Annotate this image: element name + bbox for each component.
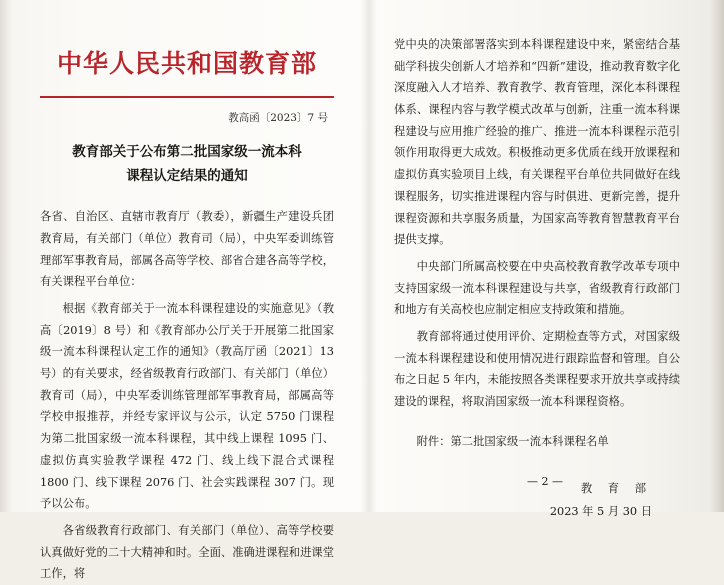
body-paragraph: 根据《教育部关于一流本科课程建设的实施意见》（教高〔2019〕8 号）和《教育部办公厅关于开展第二批国家级一流本科课程认定工作的通知》（教高厅函〔2021〕13 号）的有关要求，经省级教育行政部门、有关部门（单位）教育司（局），中央军委训练管理部军事教育局，部属高等学校申报推荐，并经专家评议与公示，认定 5750 门课程为第二批国家级一流本科课程，其中线上课程 1095 门、虚拟仿真实验教学课程 472 门、线上线下混合式课程 1800 门、线下课程 2076 门、社会实践课程 307 门。现予以公布。: [40, 302, 334, 511]
masthead-rule: [40, 96, 334, 98]
document-number: 教高函〔2023〕7 号: [228, 112, 328, 124]
page-title: [40, 141, 334, 188]
page-title-line-1: 教育部关于公布第二批国家级一流本科: [72, 144, 302, 160]
body-paragraph: 各省级教育行政部门、有关部门（单位）、高等学校要认真做好党的二十大精神和时。全面、准确进课程和进课堂工作，将: [40, 523, 334, 581]
page-title-line-2: 课程认定结果的通知: [126, 167, 248, 184]
right-page-column: [366, 0, 724, 518]
body-paragraph: 教育部将通过使用评价、定期检查等方式，对国家级一流本科课程建设和使用情况进行跟踪监督和管理。自公布之日起 5 年内，未能按照各类课程要求开放共享或持续建设的课程，将取消国家级一流本科课程资格。: [394, 329, 680, 408]
body-paragraph: 中央部门所属高校要在中央高校教育教学改革专项中支持国家级一流本科课程建设与共享，省级教育行政部门和地方有关高校也应制定相应支持政策和措施。: [394, 259, 680, 317]
masthead-title: 中华人民共和国教育部: [56, 49, 317, 78]
body-paragraph: 各省、自治区、直辖市教育厅（教委），新疆生产建设兵团教育局，有关部门（单位）教育司（局），中央军委训练管理部军事教育局，部属各高等学校、部省合建各高等学校，有关课程平台单位：: [40, 210, 334, 289]
page-number: — 2 —: [527, 475, 563, 488]
signature-organization: 教 育 部: [580, 482, 652, 496]
body-paragraph: 党中央的决策部署落实到本科课程建设中来，紧密结合基础学科拔尖创新人才培养和“四新”建设，推动教育数字化深度融入人才培养、教育教学、教育管理，深化本科课程体系、课程内容与教学模式改革与创新，注重一流本科课程建设与应用推广经验的推广、推进一流本科课程示范引领作用取得更大成效。积极推动更多优质在线开放课程和虚拟仿真实验项目上线，有关课程平台单位共同做好在线课程服务，切实推进课程内容与时俱进、更新完善，提升课程资源和共享服务质量，为国家高等教育智慧教育平台提供支撑。: [394, 38, 680, 247]
attachment-line: 附件：第二批国家级一流本科课程名单: [416, 434, 609, 448]
signature-date: 2023 年 5 月 30 日: [549, 504, 652, 518]
